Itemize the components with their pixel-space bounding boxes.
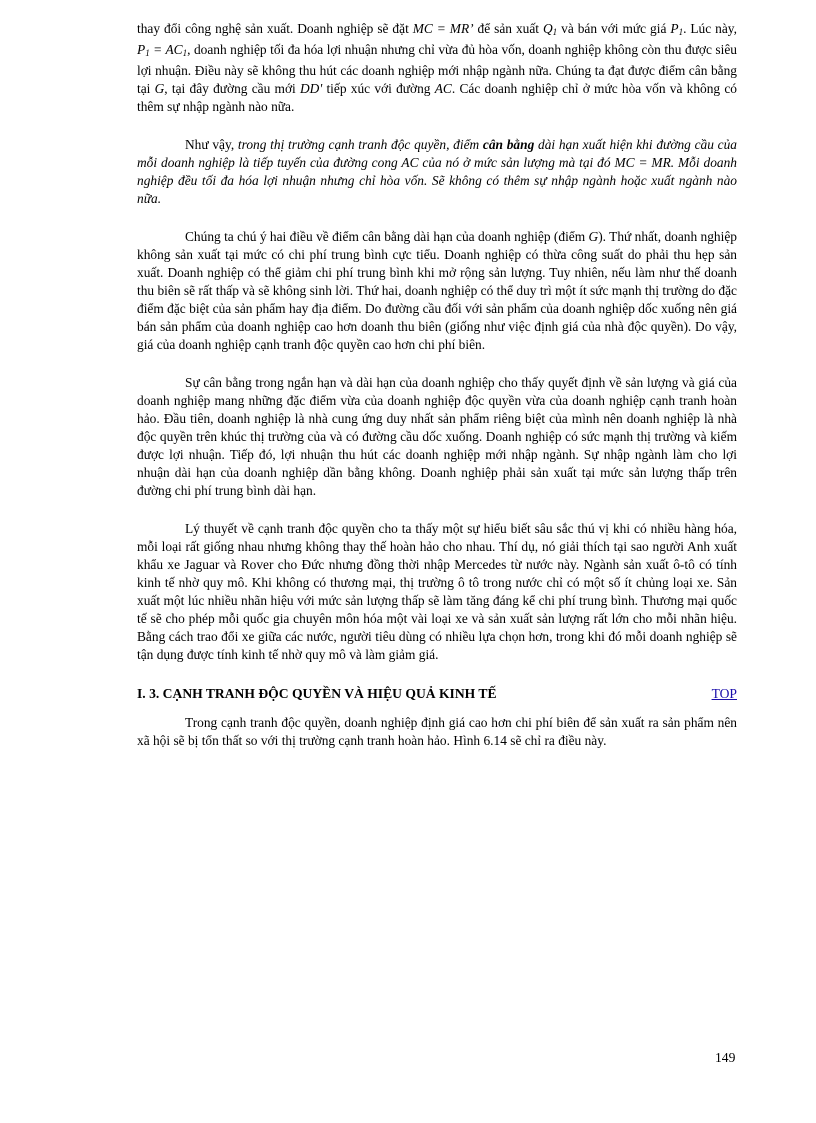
- top-link[interactable]: TOP: [711, 686, 737, 701]
- page-number: 149: [715, 1050, 736, 1065]
- symbol-p1: $P_1$: [670, 21, 684, 37]
- paragraph-5: Lý thuyết về cạnh tranh độc quyền cho ta thấy một sự hiểu biết sâu sắc thú vị khi có nhiều hàng hóa, mỗi loại rất giống nhau nhưng không thay thế hoàn hảo cho nhau. Thí dụ, nó giải thích tại sao người Anh xuất khẩu xe Jaguar và Rover cho Đức nhưng đồng thời nhập Mercedes từ nước này. Ngành sản xuất ô-tô có tính kinh tế nhờ quy mô. Khi không có thương mại, thị trường ô tô trong nước chỉ có một số ít chủng loại xe. Sản xuất một lúc nhiều nhãn hiệu với mức sản lượng thấp sẽ làm tăng đáng kể chi phí trung bình. Thương mại quốc tế sẽ cho phép mỗi quốc gia chuyên môn hóa một vài loại xe và sản xuất sản lượng rất lớn cho mỗi nhãn hiệu. Bằng cách trao đổi xe giữa các nước, người tiêu dùng có nhiều lựa chọn hơn, trong khi đó mỗi doanh nghiệp sẽ tận dụng được tính kinh tế nhờ quy mô và làm giảm giá.: [137, 521, 737, 662]
- text: để sản xuất: [473, 21, 543, 36]
- text: và bán với mức giá: [557, 21, 671, 36]
- formula-mc-mr: MC = MR’: [412, 21, 474, 36]
- text: , doanh nghiệp tối đa hóa lợi nhuận nhưng chỉ vừa đủ hòa vốn, doanh nghiệp không còn thu được siêu lợi nhuận. Điều này sẽ không thu hút các doanh nghiệp mới nhập ngành nữa. Chúng ta đạt được điểm cân bằng tại: [137, 42, 737, 96]
- text: . Lúc này,: [683, 21, 737, 36]
- text: Như vậy,: [185, 137, 238, 152]
- text: , tại đây đường cầu mới: [164, 81, 300, 96]
- text: trong thị trường cạnh tranh độc quyền, điểm: [237, 137, 483, 152]
- symbol-ac: AC: [434, 81, 452, 96]
- symbol-g: G: [588, 229, 599, 244]
- paragraph-6: Trong cạnh tranh độc quyền, doanh nghiệp định giá cao hơn chi phí biên để sản xuất ra sản phẩm nên xã hội sẽ bị tổn thất so với thị trường cạnh tranh hoàn hảo. Hình 6.14 sẽ chỉ ra điều này.: [137, 715, 737, 748]
- text: . Các doanh nghiệp chỉ ở mức hòa vốn và không có thêm sự nhập ngành nào nữa.: [137, 81, 738, 114]
- symbol-dd: DD': [300, 81, 323, 96]
- formula-p1-ac1: $P_1 = AC_1$: [137, 42, 188, 58]
- symbol-g: G: [154, 81, 165, 96]
- text: dài hạn xuất hiện khi đường cầu của mỗi doanh nghiệp là tiếp tuyến của đường cong AC của nó ở mức sản lượng mà tại đó MC = MR. Mỗi doanh nghiệp đều tối đa hóa lợi nhuận nhưng chỉ hòa vốn. Sẽ không có thêm sự nhập ngành hoặc xuất ngành nào nữa.: [137, 137, 737, 206]
- paragraph-1: [137, 20, 737, 116]
- symbol-q1: $Q_1$: [542, 21, 558, 37]
- bold-term: cân bằng: [482, 137, 535, 152]
- paragraph-3: [137, 228, 737, 354]
- section-heading: [137, 686, 737, 702]
- text: Chúng ta chú ý hai điều về điểm cân bằng dài hạn của doanh nghiệp (điểm: [185, 229, 589, 244]
- text: tiếp xúc với đường: [322, 81, 435, 96]
- paragraph-2: [137, 136, 737, 208]
- document-page: [137, 20, 737, 750]
- text: ). Thứ nhất, doanh nghiệp không sản xuất tại mức có chi phí trung bình cực tiểu. Doanh nghiệp có thừa công suất do phải thu hẹp sản xuất. Doanh nghiệp có thể giảm chi phí trung bình khi mở rộng sản lượng. Tuy nhiên, nếu làm như thế doanh thu biên sẽ rất thấp và sẽ không sinh lời. Thứ hai, doanh nghiệp có thể duy trì một ít sức mạnh thị trường do đặc điểm đặc biệt của sản phẩm hay địa điểm. Do đường cầu đối với sản phẩm của doanh nghiệp dốc xuống nên giá bán sản phẩm của doanh nghiệp cao hơn doanh thu biên (giống như việc định giá của nhà độc quyền). Do vậy, giá của doanh nghiệp cạnh tranh độc quyền cao hơn chi phí biên.: [137, 229, 737, 352]
- text: thay đổi công nghệ sản xuất. Doanh nghiệp sẽ đặt: [137, 21, 413, 36]
- paragraph-4: Sự cân bằng trong ngắn hạn và dài hạn của doanh nghiệp cho thấy quyết định về sản lượng và giá của doanh nghiệp mang những đặc điểm vừa của doanh nghiệp độc quyền vừa của doanh nghiệp cạnh tranh hoàn hảo. Đầu tiên, doanh nghiệp là nhà cung ứng duy nhất sản phẩm riêng biệt của mình nên doanh nghiệp là nhà độc quyền trên khúc thị trường của và có đường cầu dốc xuống. Doanh nghiệp có sức mạnh thị trường và kiếm được lợi nhuận. Tiếp đó, lợi nhuận thu hút các doanh nghiệp mới nhập ngành. Sự nhập ngành làm cho lợi nhuận dài hạn của doanh nghiệp dần bằng không. Doanh nghiệp phải sản xuất tại mức sản lượng thấp trên đường chi phí trung bình dài hạn.: [137, 375, 737, 498]
- section-title: I. 3. CẠNH TRANH ĐỘC QUYỀN VÀ HIỆU QUẢ KINH TẾ: [137, 686, 497, 701]
